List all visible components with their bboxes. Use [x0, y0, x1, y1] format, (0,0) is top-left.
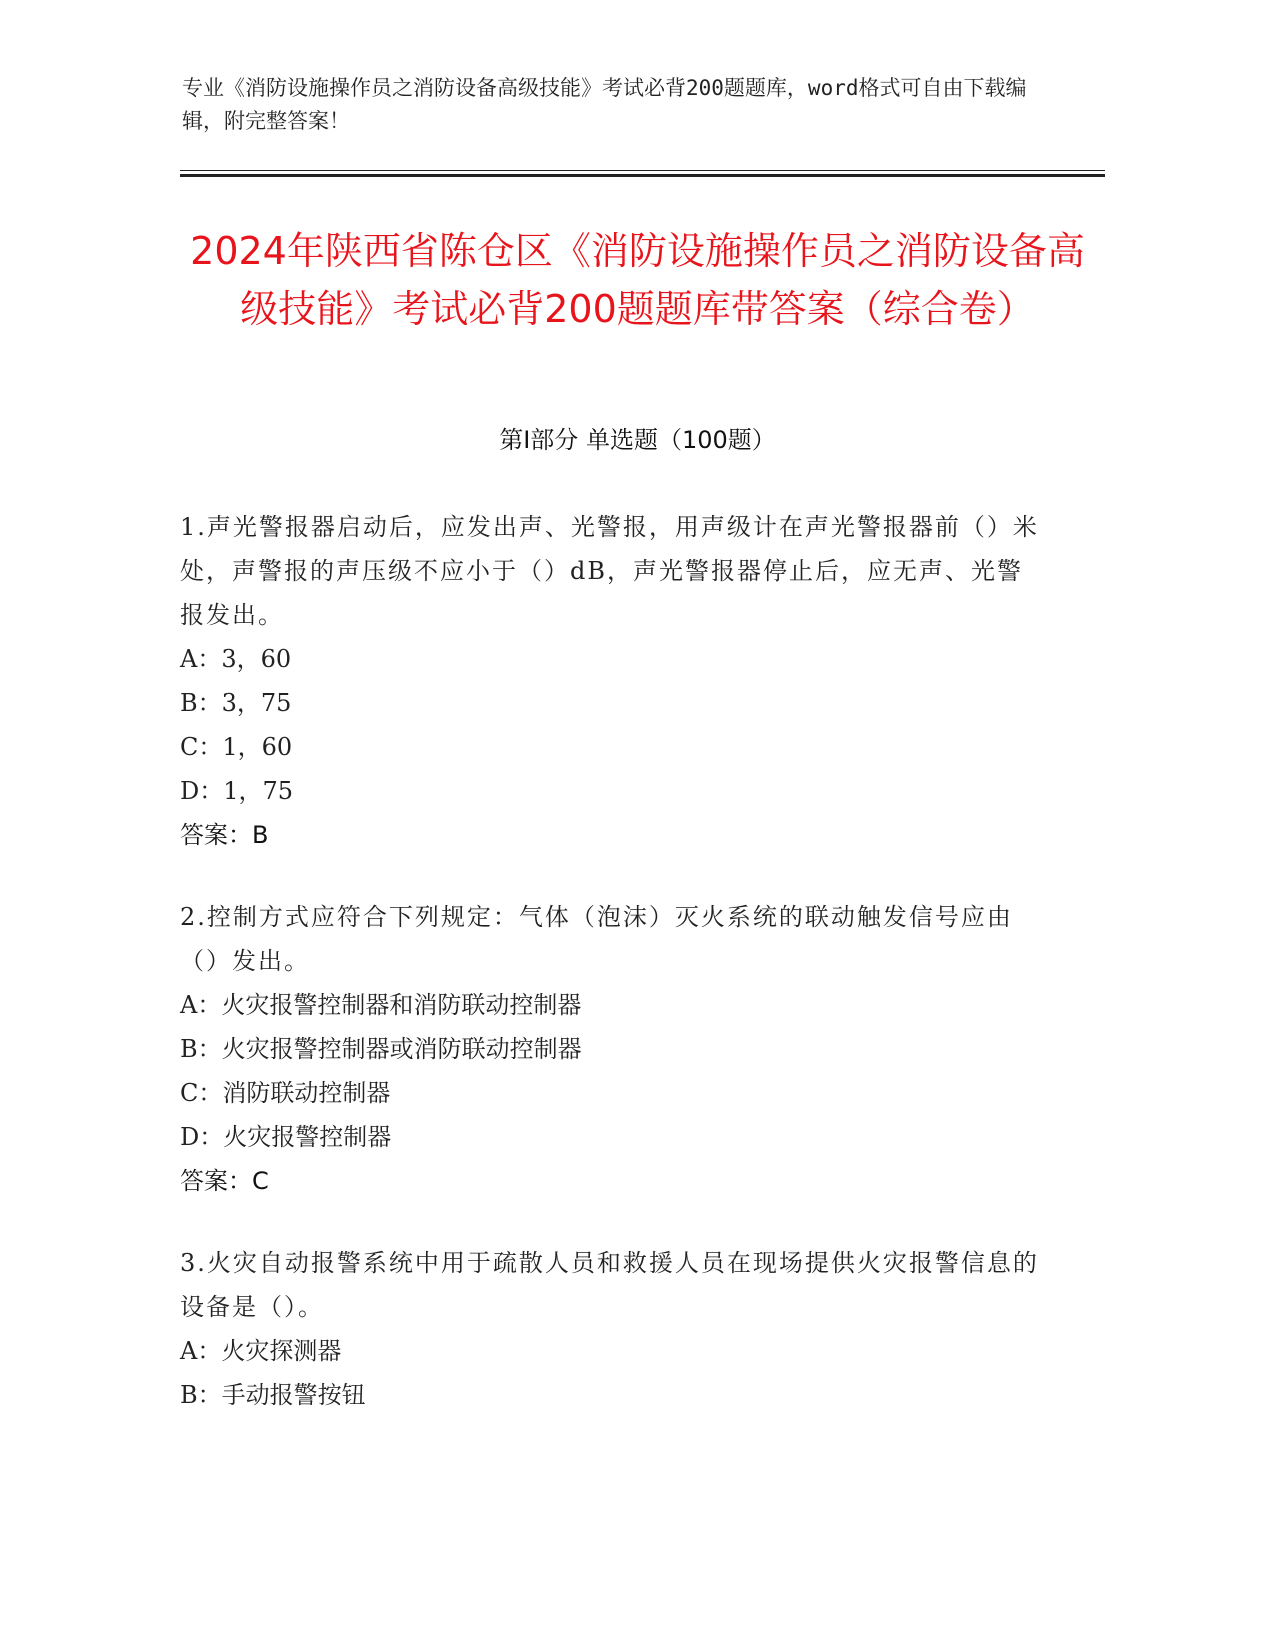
- option-c: C：1，60: [180, 733, 293, 761]
- section-heading: 第I部分 单选题（100题）: [499, 426, 776, 454]
- question-list: [180, 505, 1040, 1455]
- option-d: D：1，75: [180, 777, 294, 805]
- option-b: B：火灾报警控制器或消防联动控制器: [180, 1035, 582, 1063]
- header-rule-thin: [180, 170, 1105, 171]
- option-d: D：火灾报警控制器: [180, 1123, 392, 1151]
- option-a: A：火灾探测器: [180, 1337, 342, 1365]
- answer: 答案：B: [180, 821, 269, 849]
- option-b: B：3，75: [180, 689, 292, 717]
- question-stem: 1.声光警报器启动后，应发出声、光警报，用声级计在声光警报器前（）米处，声警报的声压级不应小于（）dB，声光警报器停止后，应无声、光警报发出。: [180, 513, 1039, 629]
- question-stem: 3.火灾自动报警系统中用于疏散人员和救援人员在现场提供火灾报警信息的设备是（）。: [180, 1249, 1039, 1321]
- question-2: [180, 895, 1040, 1203]
- question-3: [180, 1241, 1040, 1417]
- option-c: C：消防联动控制器: [180, 1079, 391, 1107]
- question-1: [180, 505, 1040, 857]
- option-b: B：手动报警按钮: [180, 1381, 366, 1409]
- option-a: A：火灾报警控制器和消防联动控制器: [180, 991, 582, 1019]
- question-stem: 2.控制方式应符合下列规定：气体（泡沫）灭火系统的联动触发信号应由（）发出。: [180, 903, 1013, 975]
- document-title: 2024年陕西省陈仓区《消防设施操作员之消防设备高级技能》考试必背200题题库带答案（综合卷）: [190, 229, 1085, 331]
- option-a: A：3，60: [180, 645, 292, 673]
- header-rule-thick: [180, 174, 1105, 177]
- answer: 答案：C: [180, 1167, 269, 1195]
- header-note: 专业《消防设施操作员之消防设备高级技能》考试必背200题题库，word格式可自由下载编辑，附完整答案！: [182, 76, 1027, 133]
